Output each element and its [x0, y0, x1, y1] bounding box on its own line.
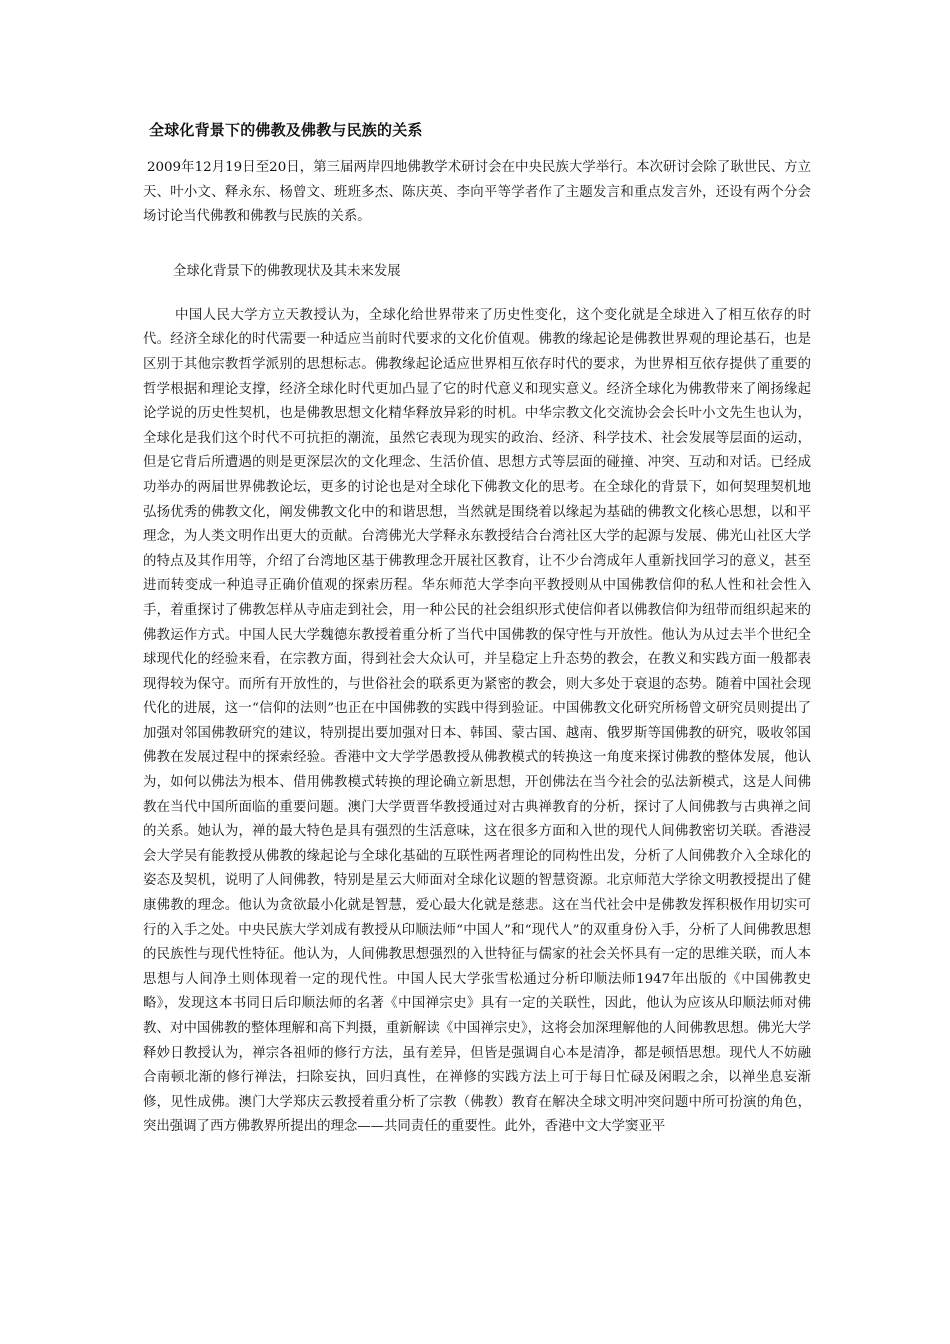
- intro-paragraph: 2009年12月19日至20日，第三届两岸四地佛教学术研讨会在中央民族大学举行。本次研讨会除了耿世民、方立天、叶小文、释永东、杨曾文、班班多杰、陈庆英、李向平等学者作了主题发言和重点发言外，还设有两个分会场讨论当代佛教和佛教与民族的关系。: [143, 160, 811, 225]
- document-page: [143, 118, 811, 1140]
- body-paragraph: 中国人民大学方立天教授认为，全球化给世界带来了历史性变化，这个变化就是全球进入了相互依存的时代。经济全球化的时代需要一种适应当前时代要求的文化价值观。佛教的缘起论是佛教世界观的理论基石，也是区别于其他宗教哲学派别的思想标志。佛教缘起论适应世界相互依存时代的要求，为世界相互依存提供了重要的哲学根据和理论支撑，经济全球化时代更加凸显了它的时代意义和现实意义。经济全球化为佛教带来了阐扬缘起论学说的历史性契机，也是佛教思想文化精华释放异彩的时机。中华宗教文化交流协会会长叶小文先生也认为，全球化是我们这个时代不可抗拒的潮流，虽然它表现为现实的政治、经济、科学技术、社会发展等层面的运动，但是它背后所遭遇的则是更深层次的文化理念、生活价值、思想方式等层面的碰撞、冲突、互动和对话。已经成功举办的两届世界佛教论坛，更多的讨论也是对全球化下佛教文化的思考。在全球化的背景下，如何契理契机地弘扬优秀的佛教文化，阐发佛教文化中的和谐思想，当然就是围绕着以缘起为基础的佛教文化核心思想，以和平理念，为人类文明作出更大的贡献。台湾佛光大学释永东教授结合台湾社区大学的起源与发展、佛光山社区大学的特点及其作用等，介绍了台湾地区基于佛教理念开展社区教育，让不少台湾成年人重新找回学习的意义，甚至进而转变成一种追寻正确价值观的探索历程。华东师范大学李向平教授则从中国佛教信仰的私人性和社会性入手，着重探讨了佛教怎样从寺庙走到社会，用一种公民的社会组织形式使信仰者以佛教信仰为纽带而组织起来的佛教运作方式。中国人民大学魏德东教授着重分析了当代中国佛教的保守性与开放性。他认为从过去半个世纪全球现代化的经验来看，在宗教方面，得到社会大众认可，并呈稳定上升态势的教会，在教义和实践方面一般都表现得较为保守。而所有开放性的，与世俗社会的联系更为紧密的教会，则大多处于衰退的态势。随着中国社会现代化的进展，这一“信仰的法则”也正在中国佛教的实践中得到验证。中国佛教文化研究所杨曾文研究员则提出了加强对邻国佛教研究的建议，特别提出要加强对日本、韩国、蒙古国、越南、俄罗斯等国佛教的研究，吸收邻国佛教在发展过程中的探索经验。香港中文大学学愚教授从佛教模式的转换这一角度来探讨佛教的整体发展，他认为，如何以佛法为根本、借用佛教模式转换的理论确立新思想，开创佛法在当今社会的弘法新模式，这是人间佛教在当代中国所面临的重要问题。澳门大学贾晋华教授通过对古典禅教育的分析，探讨了人间佛教与古典禅之间的关系。她认为，禅的最大特色是具有强烈的生活意味，这在很多方面和入世的现代人间佛教密切关联。香港浸会大学吴有能教授从佛教的缘起论与全球化基础的互联性两者理论的同构性出发，分析了人间佛教介入全球化的姿态及契机，说明了人间佛教，特别是星云大师面对全球化议题的智慧资源。北京师范大学徐文明教授提出了健康佛教的理念。他认为贪欲最小化就是智慧，爱心最大化就是慈悲。这在当代社会中是佛教发挥积极作用切实可行的入手之处。中央民族大学刘成有教授从印顺法师“中国人”和“现代人”的双重身份入手，分析了人间佛教思想的民族性与现代性特征。他认为，人间佛教思想强烈的入世特征与儒家的社会关怀具有一定的思维关联，而人本思想与人间净土则体现着一定的现代性。中国人民大学张雪松通过分析印顺法师1947年出版的《中国佛教史略》，发现这本书同日后印顺法师的名著《中国禅宗史》具有一定的关联性，因此，他认为应该从印顺法师对佛教、对中国佛教的整体理解和高下判摄，重新解读《中国禅宗史》，这将会加深理解他的人间佛教思想。佛光大学释妙日教授认为，禅宗各祖师的修行方法，虽有差异，但皆是强调自心本是清净，都是顿悟思想。现代人不妨融合南顿北渐的修行禅法，扫除妄执，回归真性，在禅修的实践方法上可于每日忙碌及闲暇之余，以禅坐息妄渐修，见性成佛。澳门大学郑庆云教授着重分析了宗教（佛教）教育在解决全球文明冲突问题中所可扮演的角色，突出强调了西方佛教界所提出的理念——共同责任的重要性。此外，香港中文大学窦亚平: [143, 307, 811, 1135]
- document-title: 全球化背景下的佛教及佛教与民族的关系: [149, 121, 423, 139]
- section-heading: 全球化背景下的佛教现状及其未来发展: [173, 263, 401, 279]
